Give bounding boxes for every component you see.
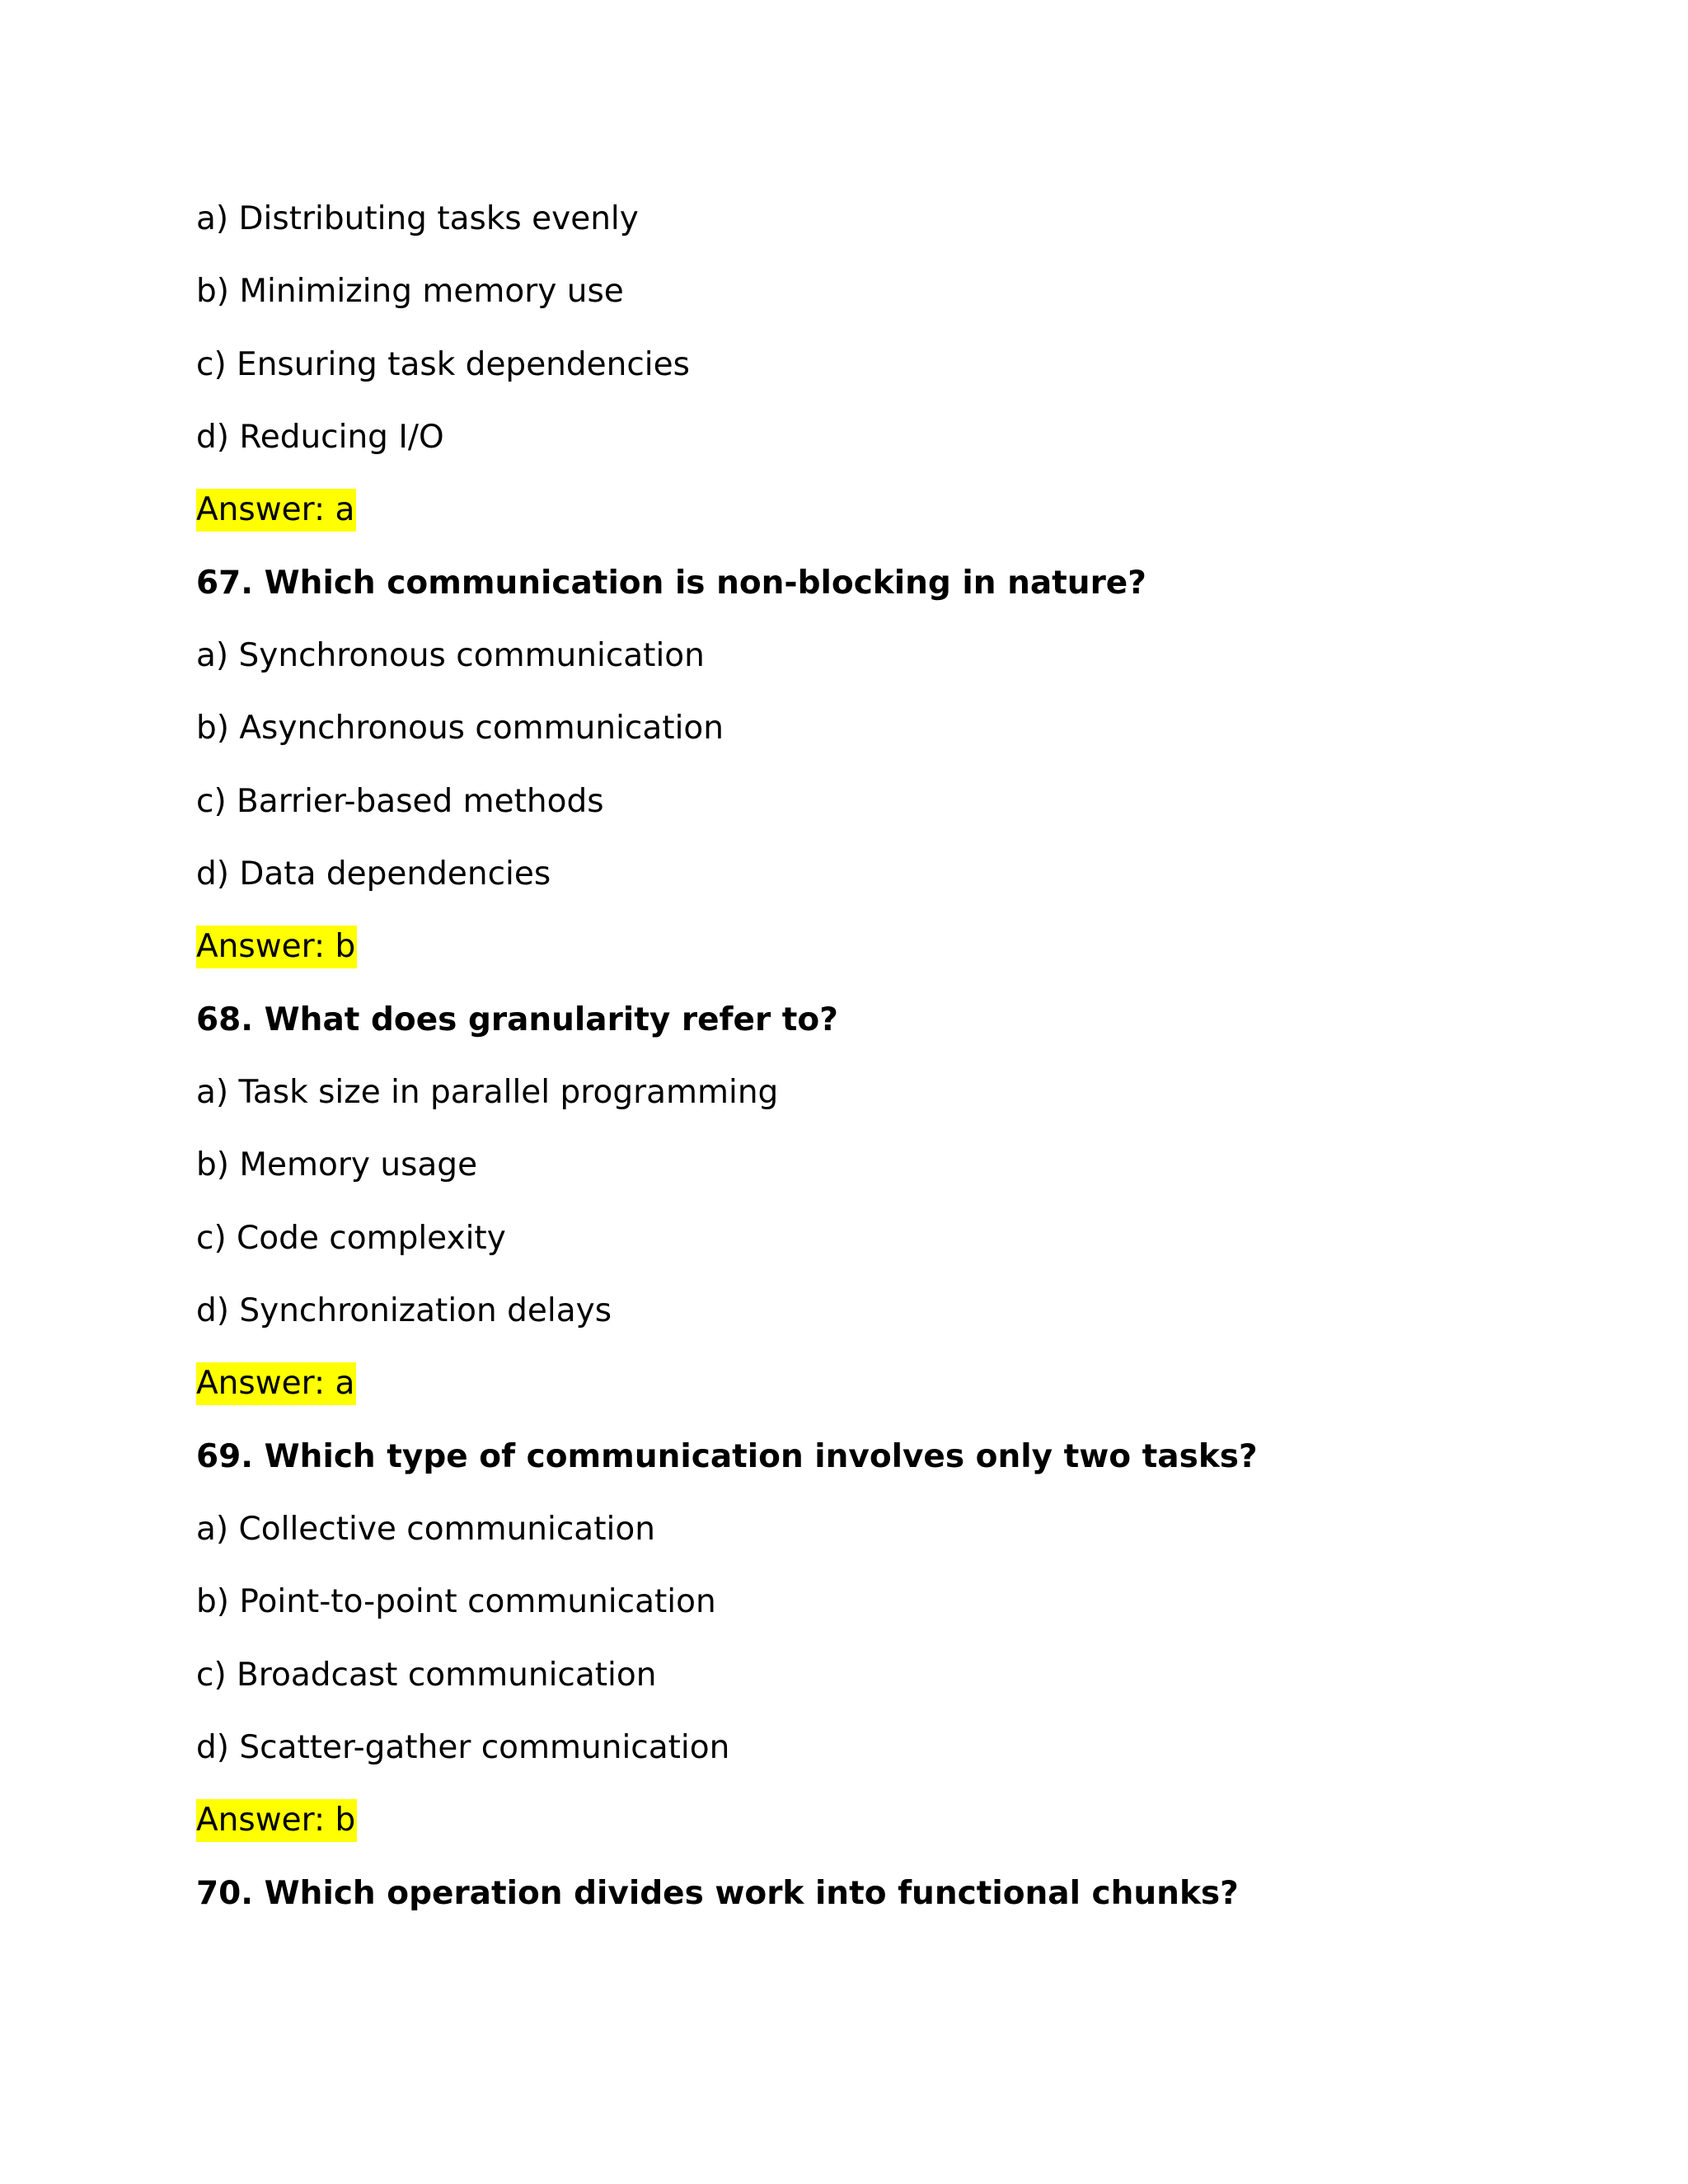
option-68-d: d) Synchronization delays — [196, 1292, 612, 1329]
answer-66-highlight: Answer: a — [196, 489, 356, 532]
question-67: 67. Which communication is non-blocking in nature? — [196, 565, 1146, 602]
answer-69-line — [196, 1799, 357, 1842]
answer-68-highlight: Answer: a — [196, 1362, 356, 1405]
option-69-d: d) Scatter-gather communication — [196, 1729, 730, 1766]
answer-66-line — [196, 489, 356, 532]
question-70: 70. Which operation divides work into functional chunks? — [196, 1875, 1239, 1912]
option-68-a: a) Task size in parallel programming — [196, 1074, 779, 1111]
option-67-a: a) Synchronous communication — [196, 637, 705, 674]
option-66-b: b) Minimizing memory use — [196, 273, 624, 310]
option-66-c: c) Ensuring task dependencies — [196, 346, 690, 383]
question-68: 68. What does granularity refer to? — [196, 1001, 838, 1038]
answer-69-highlight: Answer: b — [196, 1799, 357, 1842]
option-68-b: b) Memory usage — [196, 1146, 478, 1183]
answer-67-line — [196, 926, 357, 968]
option-69-c: c) Broadcast communication — [196, 1657, 657, 1694]
option-68-c: c) Code complexity — [196, 1220, 506, 1257]
option-67-d: d) Data dependencies — [196, 855, 551, 893]
option-66-d: d) Reducing I/O — [196, 419, 444, 456]
option-67-c: c) Barrier-based methods — [196, 783, 604, 820]
option-69-a: a) Collective communication — [196, 1511, 655, 1548]
question-69: 69. Which type of communication involves only two tasks? — [196, 1438, 1258, 1475]
option-67-b: b) Asynchronous communication — [196, 710, 724, 747]
option-66-a: a) Distributing tasks evenly — [196, 200, 639, 237]
option-69-b: b) Point-to-point communication — [196, 1583, 716, 1620]
answer-68-line — [196, 1362, 356, 1405]
answer-67-highlight: Answer: b — [196, 926, 357, 968]
